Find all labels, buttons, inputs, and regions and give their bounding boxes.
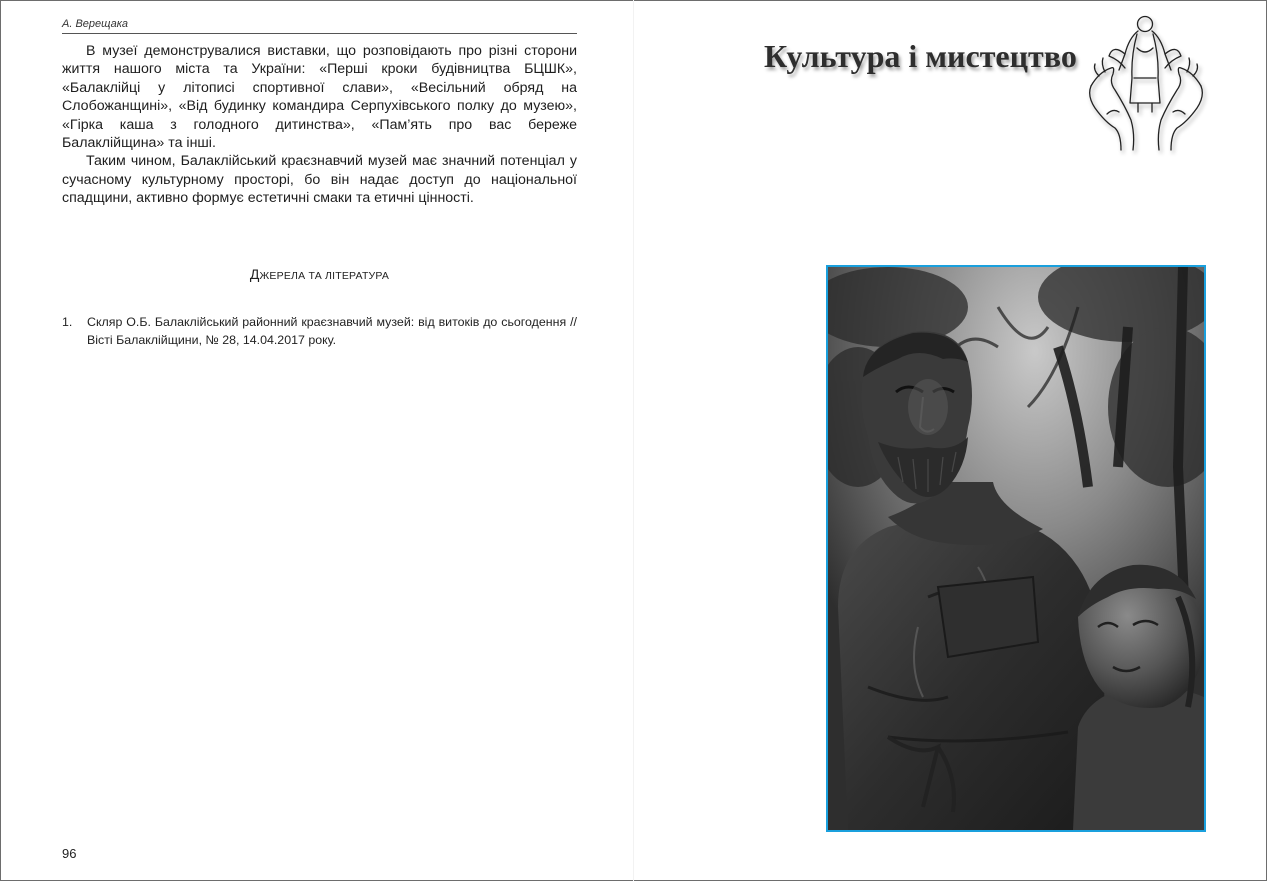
reference-number: 1. [62,315,73,329]
sources-heading-initial: Д [249,266,260,282]
sources-heading [62,266,577,282]
reference-list [62,314,577,349]
section-title: Культура і мистецтво [764,38,1077,74]
monument-photo [826,265,1206,832]
reference-text: Скляр О.Б. Балаклійський районний краєзнавчий музей: від витоків до сьогодення // Вісті Балаклійщини, № 28, 14.04.2017 року. [87,315,577,347]
reference-item [62,314,577,349]
paragraph: Таким чином, Балаклійський краєзнавчий музей має значний потенціал у сучасному культурному просторі, бо він надає доступ до національної спадщини, активно формує естетичні смаки та етичні цінності. [62,153,577,207]
paragraph: В музеї демонструвалися виставки, що розповідають про різні сторони життя нашого міста та України: «Перші кроки будівництва БЦШК», «Балаклійці у літописі спортивної слави», «Весільний обряд на Слобожанщині», «Від будинку командира Серпухівського полку до музею», «Гірка каша з голодного дитинства», «Пам’ять про вас береже Балаклійщина» та інші. [62,43,577,152]
sources-heading-rest: ЖЕРЕЛА ТА ЛІТЕРАТУРА [259,270,390,282]
body-text [62,42,577,208]
running-head-author: А. Верещака [62,18,577,34]
book-spine [633,0,634,881]
page-number: 96 [62,846,77,861]
hands-cradling-figure-icon [1085,8,1210,158]
